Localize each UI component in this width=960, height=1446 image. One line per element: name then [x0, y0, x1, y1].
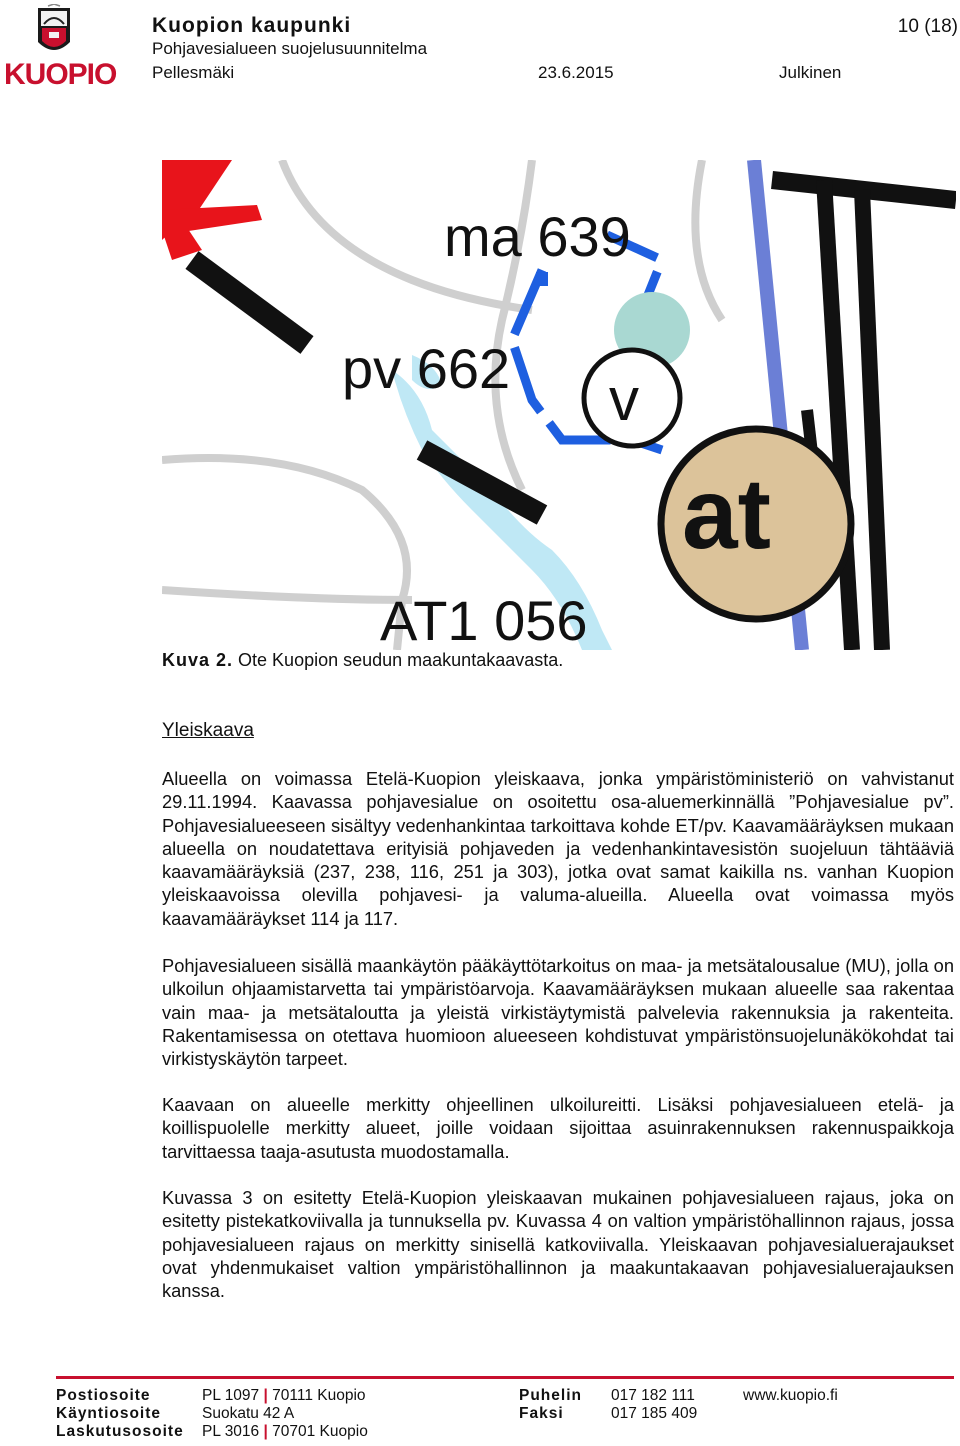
billing-box: PL 3016	[202, 1423, 260, 1440]
footer-addresses	[202, 1387, 368, 1441]
area-name: Pellesmäki	[152, 63, 235, 82]
fax-label: Faksi	[519, 1405, 564, 1422]
fax-number: 017 185 409	[611, 1405, 698, 1422]
map-label-at-code: AT1 056	[380, 589, 588, 650]
billing-code: 70701 Kuopio	[272, 1423, 368, 1440]
billing-label: Laskutusosoite	[56, 1423, 184, 1440]
coat-of-arms-icon	[4, 4, 104, 64]
phone-number: 017 182 111	[611, 1387, 695, 1404]
section-title: Yleiskaava	[162, 720, 254, 741]
footer-contact-labels	[519, 1387, 582, 1423]
caption-label: Kuva 2.	[162, 650, 234, 670]
paragraph-2: Pohjavesialueen sisällä maankäytön pääkäyttötarkoitus on maa- ja metsätalousalue (MU), jolla on ulkoilun ohjaamistarvetta tai ympäristöarvoja. Kaavamääräyksen mukaan alueelle saa rakentaa vain maa- ja metsätaloutta ja yleistä virkistäytymistä palvelevia rakennuksia ja rakenteita. Rakentamisessa on otettava huomioon alueeseen kohdistuvat ympäristönsuojelunäkökohdat tai virkistyskäytön tarpeet.	[162, 955, 954, 1070]
document-title: Pohjavesialueen suojelusuunnitelma	[152, 39, 428, 58]
map-label-at: at	[682, 458, 771, 570]
organization-name: Kuopion kaupunki	[152, 14, 352, 37]
footer-web	[743, 1387, 838, 1405]
figure-caption	[162, 650, 563, 671]
phone-label: Puhelin	[519, 1387, 582, 1404]
postal-box: PL 1097	[202, 1387, 260, 1404]
page-number: 10 (18)	[897, 16, 958, 37]
postal-label: Postiosoite	[56, 1387, 151, 1404]
paragraph-4: Kuvassa 3 on esitetty Etelä-Kuopion yleiskaavan mukainen pohjavesialueen rajaus, joka on esitetty pistekatkoviivalla ja tunnuksella pv. Kuvassa 4 on valtion ympäristöhallinnon rajaus, jossa pohjavesialueen rajaus on merkitty sinisellä katkoviivalla. Yleiskaavan pohjavesialuerajaukset ovat yhdenmukaiset valtion ympäristöhallinnon ja maakuntakaavan pohjavesialuerajauksen kanssa.	[162, 1187, 954, 1302]
postal-code: 70111 Kuopio	[272, 1387, 366, 1404]
map-label-ma: ma 639	[444, 205, 631, 268]
map-label-v: v	[609, 366, 639, 433]
footer-contact-values	[611, 1387, 697, 1423]
logo-text: KUOPIO	[4, 58, 117, 91]
separator: |	[263, 1387, 268, 1404]
billing-address	[202, 1423, 368, 1441]
paragraph-1: Alueella on voimassa Etelä-Kuopion yleiskaava, jonka ympäristöministeriö on vahvistanut 29.11.1994. Kaavassa pohjavesialue on osoitettu osa-aluemerkinnällä ”Pohjavesialue pv”. Pohjavesialueeseen sisältyy vedenhankintaa tarkoittava kohde ET/pv. Kaavamääräyksen mukaan alueella on noudatettava erityisiä pohjaveden ja vedenhankintavesistön suojeluun tähtääviä kaavamääräyksiä (237, 238, 116, 251 ja 303), jotka ovat samat kaikilla ns. vanhan Kuopion yleiskaavoissa olevilla pohjavesi- ja valuma-alueilla. Alueella ovat voimassa myös kaavamääräykset 114 ja 117.	[162, 768, 954, 929]
caption-text: Ote Kuopion seudun maakuntakaavasta.	[233, 650, 564, 670]
map-excerpt	[162, 160, 956, 650]
document-date: 23.6.2015	[538, 63, 614, 82]
map-label-pv: pv 662	[342, 337, 511, 400]
paragraph-3: Kaavaan on alueelle merkitty ohjeellinen ulkoilureitti. Lisäksi pohjavesialueen etelä- ja koillispuolelle merkitty alueet, joille voidaan sijoittaa asuinrakennuksen rakennuspaikkoja tarvittaessa taaja-asutusta muodostamalla.	[162, 1094, 954, 1162]
visit-label: Käyntiosoite	[56, 1405, 162, 1422]
website-link[interactable]: www.kuopio.fi	[743, 1387, 838, 1404]
separator: |	[263, 1423, 268, 1440]
classification: Julkinen	[779, 63, 842, 82]
footer-labels-left	[56, 1387, 184, 1441]
postal-address	[202, 1387, 368, 1405]
footer-divider	[56, 1376, 954, 1379]
visit-address: Suokatu 42 A	[202, 1405, 295, 1422]
